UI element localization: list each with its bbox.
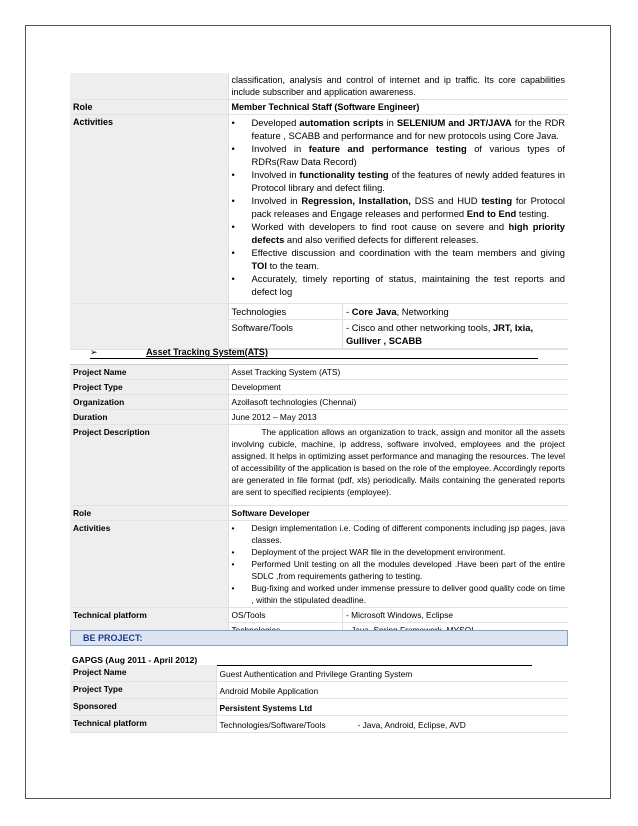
sponsored-value: Persistent Systems Ltd	[216, 699, 568, 716]
arrow-icon: ➢	[90, 347, 98, 357]
project-description-label: Project Description	[70, 425, 228, 506]
technical-platform-label: Technical platform	[70, 608, 228, 639]
be-project-subheading: GAPGS (Aug 2011 - April 2012)	[72, 655, 532, 666]
list-item: • Worked with developers to find root cause on severe and high priority defects and also verified defects for different releases.	[231, 221, 565, 245]
list-item: • Involved in functionality testing of the features of newly added features in Protocol library and defect filing.	[231, 169, 565, 193]
ats-role-value: Software Developer	[228, 506, 568, 521]
be-project-heading: BE PROJECT:	[70, 630, 568, 646]
list-item: • Bug-fixing and worked under immense pressure to deliver good quality code on time , within the stipulated deadline.	[231, 583, 565, 605]
ats-table	[70, 364, 568, 639]
be-technical-platform-label: Technical platform	[70, 716, 216, 733]
role-label: Role	[70, 100, 228, 115]
list-item: • Accurately, timely reporting of status, maintaining the test reports and defect log	[231, 273, 565, 297]
technologies-label: Technologies	[229, 304, 343, 320]
be-tp-key: Technologies/Software/Tools	[219, 720, 326, 730]
empty-label-cell	[70, 73, 228, 100]
tech-subtable-cell	[228, 304, 568, 350]
ats-activities-label: Activities	[70, 521, 228, 608]
activities-list	[228, 115, 568, 304]
list-item: • Deployment of the project WAR file in the development environment.	[231, 547, 506, 557]
list-item: • Developed automation scripts in SELENIUM and JRT/JAVA for the RDR feature , SCABB and performance and for new protocols using Core Java.	[231, 117, 565, 141]
be-project-name-label: Project Name	[70, 665, 216, 682]
list-item: • Involved in Regression, Installation, DSS and HUD testing for Protocol pack releases and Engage releases and performed End to End testing.	[231, 195, 565, 219]
empty-label-cell	[70, 304, 228, 350]
be-project-type-value: Android Mobile Application	[216, 682, 568, 699]
os-tools-label: OS/Tools	[229, 608, 343, 623]
role-value: Member Technical Staff (Software Engineer)	[228, 100, 568, 115]
ats-role-label: Role	[70, 506, 228, 521]
organization-value: Azollasoft technologies (Chennai)	[228, 395, 568, 410]
ats-section-heading: ➢ Asset Tracking System(ATS)	[90, 347, 538, 359]
tools-value: - Cisco and other networking tools, JRT, Ixia, Gulliver , SCABB	[343, 320, 569, 349]
duration-label: Duration	[70, 410, 228, 425]
be-tp-cell	[216, 716, 568, 733]
project-type-value: Development	[228, 380, 568, 395]
ats-activities-list	[228, 521, 568, 608]
sponsored-label: Sponsored	[70, 699, 216, 716]
list-item: • Design implementation i.e. Coding of different components including jsp pages, java classes.	[231, 523, 565, 545]
be-table	[70, 665, 568, 733]
duration-value: June 2012 – May 2013	[228, 410, 568, 425]
intro-text: classification, analysis and control of internet and ip traffic. Its core capabilities include subscriber and application awareness.	[228, 73, 568, 100]
list-item: • Involved in feature and performance testing of various types of RDRs(Raw Data Record)	[231, 143, 565, 167]
project-name-value: Asset Tracking System (ATS)	[228, 365, 568, 380]
be-tp-value: - Java, Android, Eclipse, AVD	[357, 720, 466, 730]
technologies-value: - Core Java, Networking	[343, 304, 569, 320]
be-project-name-value: Guest Authentication and Privilege Granting System	[216, 665, 568, 682]
os-tools-value: - Microsoft Windows, Eclipse	[343, 608, 569, 623]
experience-table	[70, 73, 568, 350]
organization-label: Organization	[70, 395, 228, 410]
be-project-type-label: Project Type	[70, 682, 216, 699]
activities-label: Activities	[70, 115, 228, 304]
project-name-label: Project Name	[70, 365, 228, 380]
list-item: • Effective discussion and coordination with the team members and giving TOI to the team.	[231, 247, 565, 271]
list-item: • Performed Unit testing on all the modules developed .Have been part of the entire SDLC ,from requirements gathering to testing.	[231, 559, 565, 581]
tools-label: Software/Tools	[229, 320, 343, 349]
project-type-label: Project Type	[70, 380, 228, 395]
project-description-value: The application allows an organization to track, assign and monitor all the assets involving cubicle, machine, ip address, software involved, employees and the project assigned. It helps in optimizing asset performance and managing the resources. The level of accessibility of the application is based on the role of the employee. Accordingly reports are generated in file format (pdf, xls) periodically. Mails containing the generated reports are sent to specified recipients (employee).	[228, 425, 568, 506]
